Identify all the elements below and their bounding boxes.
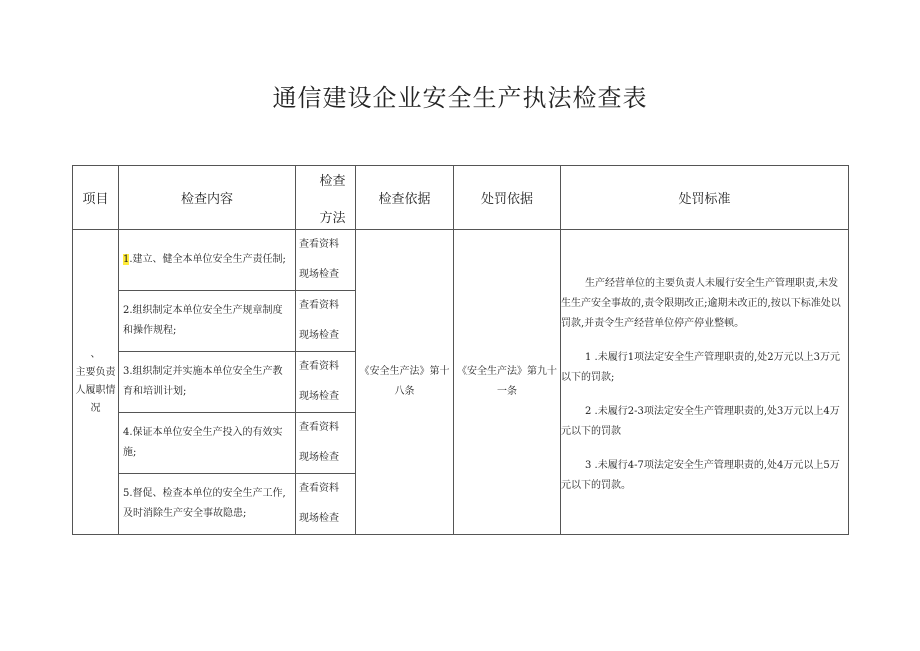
- method-2: 现场检查: [299, 330, 339, 341]
- method-2: 现场检查: [299, 391, 339, 402]
- content-cell: 5.督促、检查本单位的安全生产工作,及时消除生产安全事故隐患;: [119, 474, 296, 535]
- basis-cell: 《安全生产法》第十八条: [356, 230, 454, 535]
- item-mark: 、: [90, 349, 101, 360]
- penalty-standard-cell: [561, 230, 849, 535]
- method-cell: [296, 291, 356, 352]
- method-cell: [296, 230, 356, 291]
- method-1: 查看资料: [299, 422, 339, 433]
- penalty-basis-cell: 《安全生产法》第九十一条: [454, 230, 561, 535]
- method-1: 查看资料: [299, 300, 339, 311]
- header-method-top: 检查: [319, 173, 346, 189]
- page-title: 通信建设企业安全生产执法检查表: [272, 84, 648, 112]
- inspection-table: [72, 165, 849, 535]
- penalty-clause-1: 1 .未履行1项法定安全生产管理职责的,处2万元以上3万元以下的罚款;: [561, 352, 840, 383]
- penalty-clause-3: 3 .未履行4-7项法定安全生产管理职责的,处4万元以上5万元以下的罚款。: [561, 460, 840, 491]
- content-cell: 2.组织制定本单位安全生产规章制度和操作规程;: [119, 291, 296, 352]
- method-2: 现场检查: [299, 452, 339, 463]
- penalty-clause-2: 2 .未履行2-3项法定安全生产管理职责的,处3万元以上4万元以下的罚款: [561, 406, 840, 437]
- header-row: [73, 166, 849, 230]
- method-1: 查看资料: [299, 239, 339, 250]
- method-cell: [296, 413, 356, 474]
- method-1: 查看资料: [299, 483, 339, 494]
- header-method: [296, 166, 356, 230]
- item-cell: [73, 230, 119, 535]
- item-line-3: 况: [90, 403, 101, 414]
- method-1: 查看资料: [299, 361, 339, 372]
- method-cell: [296, 474, 356, 535]
- item-line-2: 人履职情: [75, 385, 116, 396]
- penalty-intro: 生产经营单位的主要负责人未履行安全生产管理职责,未发生生产安全事故的,责令限期改正;逾期未改正的,按以下标准处以罚款,并责令生产经营单位停产停业整顿。: [561, 278, 841, 329]
- content-cell: 4.保证本单位安全生产投入的有效实施;: [119, 413, 296, 474]
- table-row: [73, 230, 849, 291]
- content-cell: 3.组织制定并实施本单位安全生产教育和培训计划;: [119, 352, 296, 413]
- item-line-1: 主要负责: [75, 367, 116, 378]
- method-cell: [296, 352, 356, 413]
- header-item: 项目: [73, 166, 119, 230]
- method-2: 现场检查: [299, 269, 339, 280]
- header-content: 检查内容: [119, 166, 296, 230]
- highlight-mark: 1: [123, 254, 130, 265]
- content-cell: [119, 230, 296, 291]
- content-text: .建立、健全本单位安全生产责任制;: [129, 254, 286, 265]
- header-basis: 检查依据: [356, 166, 454, 230]
- header-penalty-standard: 处罚标准: [561, 166, 849, 230]
- header-method-bottom: 方法: [319, 210, 346, 226]
- method-2: 现场检查: [299, 513, 339, 524]
- header-penalty-basis: 处罚依据: [454, 166, 561, 230]
